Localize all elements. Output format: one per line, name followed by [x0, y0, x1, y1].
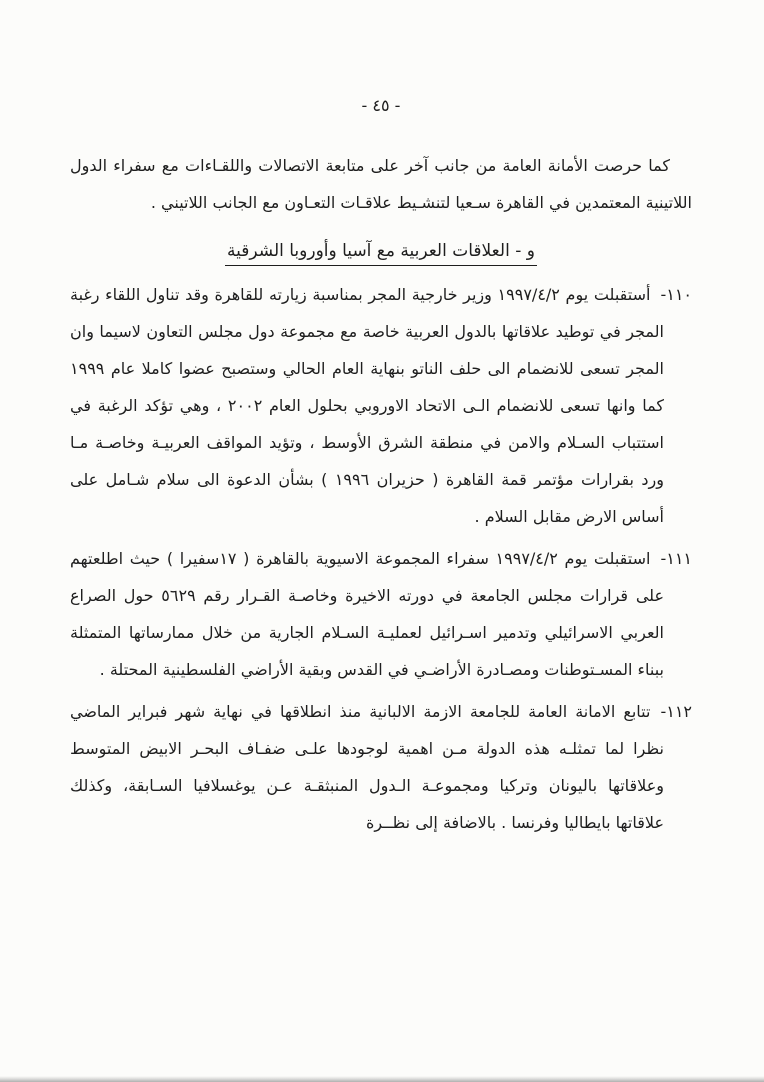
item-text: استقبلت يوم ١٩٩٧/٤/٢ سفراء المجموعة الاسيوية بالقاهرة ( ١٧سفيرا ) حيث اطلعتهم على قرارات مجلس الجامعة في دورته الاخيرة وخاصـة القـرار رقم ٥٦٢٩ حول الصراع العربي الاسرائيلي وتدمير اسـرائيل لعمليـة السـلام الجارية من خلال ممارساتها المتمثلة ببناء المسـتوطنات ومصـادرة الأراضـي في القدس وبقية الأراضي الفلسطينية المحتلة . — [70, 549, 665, 679]
section-heading — [70, 241, 692, 266]
item-number: ١١٢- — [660, 702, 692, 721]
item-number: ١١١- — [660, 549, 693, 568]
scan-edge-bottom — [0, 1076, 764, 1082]
numbered-paragraph-111 — [70, 540, 692, 688]
section-heading-text: و - العلاقات العربية مع آسيا وأوروبا الشرقية — [225, 241, 537, 266]
page-number: - ٤٥ - — [361, 96, 401, 115]
numbered-paragraph-112 — [70, 693, 692, 841]
item-number: ١١٠- — [660, 285, 693, 304]
intro-paragraph: كما حرصت الأمانة العامة من جانب آخر على متابعة الاتصالات واللقـاءات مع سفراء الدول اللاتينية المعتمدين في القاهرة سـعيا لتنشـيط علاقـات التعـاون مع الجانب اللاتيني . — [70, 156, 692, 212]
item-text: تتابع الامانة العامة للجامعة الازمة الالبانية منذ انطلاقها في نهاية شهر فبراير الماضي نظرا لما تمثلـه هذه الدولة مـن اهمية لوجودها علـى ضفـاف البحـر الابيض المتوسط وعلاقاتها باليونان وتركيا ومجموعـة الـدول المنبثقـة عـن يوغسلافيا السـابقة، وكذلك علاقاتها بايطاليا وفرنسا . بالاضافة إلى نظــرة — [70, 702, 664, 832]
numbered-paragraph-110 — [70, 276, 692, 535]
item-text: أستقبلت يوم ١٩٩٧/٤/٢ وزير خارجية المجر بمناسبة زيارته للقاهرة وقد تناول اللقاء رغبة المجر في توطيد علاقاتها بالدول العربية خاصة مع مجموعة دول مجلس التعاون لاسيما وان المجر تسعى للانضمام الى حلف الناتو بنهاية العام الحالي وستصبح عضوا كاملا عام ١٩٩٩ كما وانها تسعى للانضمام الـى الاتحاد الاوروبي بحلول العام ٢٠٠٢ ، وهي تؤكد الرغبة في استتباب السـلام والامن في منطقة الشرق الأوسط ، وتؤيد المواقف العربيـة وخاصـة مـا ورد بقرارات مؤتمر قمة القاهرة ( حزيران ١٩٩٦ ) بشأن الدعوة الى سلام شـامل على أساس الارض مقابل السلام . — [70, 285, 664, 526]
